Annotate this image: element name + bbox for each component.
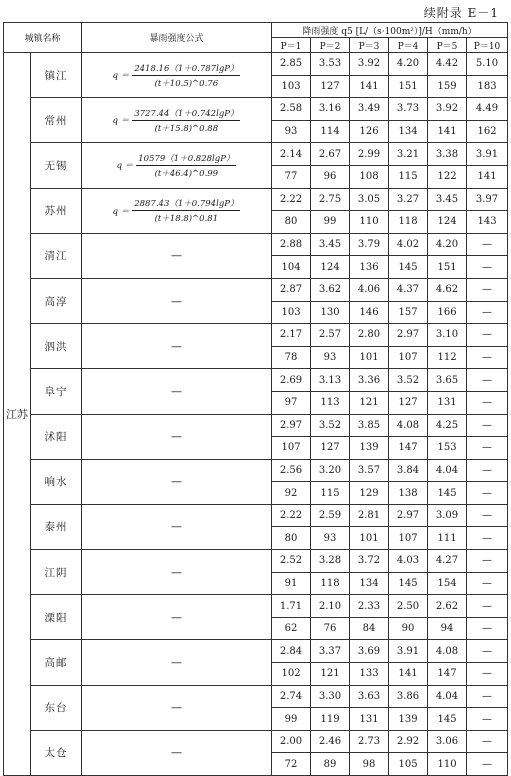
city-name: 太仓 [31,730,82,775]
h-value-cell: — [467,708,508,731]
storm-formula [113,197,241,224]
h-value-cell: 62 [272,617,311,640]
q-value-cell: 3.92 [428,98,467,121]
q-value-cell: 2.84 [272,640,311,663]
h-value-cell: — [467,527,508,550]
q-value-cell: — [467,459,508,482]
h-value-cell: 102 [272,663,311,686]
h-value-cell: 113 [311,391,350,414]
h-value-cell: 90 [389,617,428,640]
h-value-cell: 127 [389,391,428,414]
h-value-cell: 99 [311,211,350,234]
city-name: 阜宁 [31,369,82,414]
q-value-cell: 3.49 [350,98,389,121]
h-value-cell: 99 [272,708,311,731]
h-value-cell: 136 [350,256,389,279]
city-name: 常州 [31,98,82,143]
q-value-cell: 3.45 [311,233,350,256]
h-value-cell: — [467,346,508,369]
q-value-cell: 4.37 [389,278,428,301]
formula-fraction [132,107,240,134]
q-value-cell: 2.69 [272,369,311,392]
table-row [4,143,508,166]
q-value-cell: — [467,278,508,301]
formula-empty-dash: — [82,414,272,459]
table-row [4,53,508,76]
table-row [4,550,508,573]
h-value-cell: 110 [428,753,467,776]
h-value-cell: — [467,437,508,460]
q-value-cell: 3.72 [350,550,389,573]
q-value-cell: 3.85 [350,414,389,437]
h-value-cell: 145 [428,708,467,731]
formula-q-symbol: q ＝ [112,71,130,82]
q-value-cell: 4.20 [428,233,467,256]
q-value-cell: 2.56 [272,459,311,482]
q-value-cell: — [467,504,508,527]
h-value-cell: 141 [467,165,508,188]
city-name: 响水 [31,459,82,504]
q-value-cell: 2.22 [272,188,311,211]
q-value-cell: 2.73 [350,730,389,753]
table-row [4,98,508,121]
formula-empty-dash: — [82,324,272,369]
h-value-cell: 80 [272,211,311,234]
q-value-cell: 2.75 [311,188,350,211]
h-value-cell: 107 [272,437,311,460]
city-name: 东台 [31,685,82,730]
table-row [4,233,508,256]
h-value-cell: 77 [272,165,311,188]
table-row [4,324,508,347]
q-value-cell: 3.91 [389,640,428,663]
q-value-cell: 4.49 [467,98,508,121]
q-value-cell: 3.92 [350,53,389,76]
formula-denominator: (t＋46.4)^0.99 [154,168,219,179]
h-value-cell: 122 [428,165,467,188]
h-value-cell: 133 [350,663,389,686]
q-value-cell: 2.92 [389,730,428,753]
h-value-cell: 166 [428,301,467,324]
h-value-cell: 121 [311,663,350,686]
city-name: 无锡 [31,143,82,188]
header-period: P＝2 [311,38,350,53]
h-value-cell: 92 [272,482,311,505]
formula-empty-dash: — [82,685,272,730]
h-value-cell: 183 [467,75,508,98]
q-value-cell: 4.20 [389,53,428,76]
h-value-cell: 146 [350,301,389,324]
q-value-cell: 2.52 [272,550,311,573]
h-value-cell: 145 [428,482,467,505]
q-value-cell: 2.99 [350,143,389,166]
table-row [4,278,508,301]
city-name: 镇江 [31,53,82,98]
q-value-cell: 2.81 [350,504,389,527]
q-value-cell: 4.03 [389,550,428,573]
formula-q-symbol: q ＝ [112,206,130,217]
h-value-cell: 127 [311,437,350,460]
formula-cell [82,143,272,188]
q-value-cell: — [467,730,508,753]
q-value-cell: — [467,324,508,347]
h-value-cell: 162 [467,120,508,143]
h-value-cell: — [467,482,508,505]
formula-cell [82,53,272,98]
h-value-cell: 112 [428,346,467,369]
q-value-cell: 4.04 [428,685,467,708]
h-value-cell: 154 [428,572,467,595]
h-value-cell: 141 [428,120,467,143]
storm-formula [117,152,237,179]
h-value-cell: 91 [272,572,311,595]
h-value-cell: 94 [428,617,467,640]
table-row [4,730,508,753]
q-value-cell: 3.09 [428,504,467,527]
q-value-cell: 2.74 [272,685,311,708]
h-value-cell: 89 [311,753,350,776]
rainfall-intensity-table [3,22,508,776]
city-name: 溧阳 [31,595,82,640]
q-value-cell: 2.50 [389,595,428,618]
q-value-cell: 2.87 [272,278,311,301]
table-row [4,595,508,618]
q-value-cell: 3.13 [311,369,350,392]
q-value-cell: 2.85 [272,53,311,76]
h-value-cell: 107 [389,346,428,369]
formula-fraction [132,197,240,224]
province-label: 江苏 [4,53,31,776]
q-value-cell: 3.37 [311,640,350,663]
q-value-cell: 5.10 [467,53,508,76]
city-name: 泗洪 [31,324,82,369]
q-value-cell: 3.16 [311,98,350,121]
h-value-cell: 97 [272,391,311,414]
header-period: P＝4 [389,38,428,53]
city-name: 江阴 [31,550,82,595]
h-value-cell: 145 [389,572,428,595]
h-value-cell: 129 [350,482,389,505]
q-value-cell: 3.06 [428,730,467,753]
formula-numerator: 3727.44（1＋0.742lgP） [134,108,239,119]
table-body [4,53,508,776]
q-value-cell: 2.00 [272,730,311,753]
h-value-cell: 108 [350,165,389,188]
q-value-cell: 2.58 [272,98,311,121]
q-value-cell: 4.08 [428,640,467,663]
table-caption: 续附录 E－1 [423,6,499,20]
storm-formula [113,62,241,89]
table-row [4,369,508,392]
q-value-cell: 4.08 [389,414,428,437]
q-value-cell: 4.06 [350,278,389,301]
h-value-cell: 96 [311,165,350,188]
h-value-cell: 143 [467,211,508,234]
q-value-cell: 2.80 [350,324,389,347]
h-value-cell: 134 [350,572,389,595]
h-value-cell: 124 [428,211,467,234]
formula-empty-dash: — [82,459,272,504]
q-value-cell: 2.62 [428,595,467,618]
formula-cell [82,98,272,143]
q-value-cell: 3.73 [389,98,428,121]
h-value-cell: 141 [350,75,389,98]
h-value-cell: 104 [272,256,311,279]
h-value-cell: 127 [311,75,350,98]
header-period: P＝10 [467,38,508,53]
q-value-cell: 3.27 [389,188,428,211]
q-value-cell: 3.84 [389,459,428,482]
formula-denominator: (t＋18.8)^0.81 [154,214,219,225]
h-value-cell: 93 [272,120,311,143]
q-value-cell: 3.86 [389,685,428,708]
city-name: 苏州 [31,188,82,233]
formula-empty-dash: — [82,640,272,685]
q-value-cell: — [467,685,508,708]
header-period: P＝5 [428,38,467,53]
h-value-cell: — [467,617,508,640]
formula-empty-dash: — [82,595,272,640]
h-value-cell: 103 [272,75,311,98]
q-value-cell: 3.63 [350,685,389,708]
h-value-cell: 131 [350,708,389,731]
q-value-cell: 2.57 [311,324,350,347]
q-value-cell: 3.57 [350,459,389,482]
q-value-cell: 3.38 [428,143,467,166]
h-value-cell: 124 [311,256,350,279]
h-value-cell: 105 [389,753,428,776]
q-value-cell: 2.88 [272,233,311,256]
formula-q-symbol: q ＝ [116,161,134,172]
h-value-cell: 107 [389,527,428,550]
header-formula: 暴雨强度公式 [82,23,272,53]
table-row [4,640,508,663]
h-value-cell: 78 [272,346,311,369]
h-value-cell: 141 [389,663,428,686]
h-value-cell: 98 [350,753,389,776]
q-value-cell: 3.79 [350,233,389,256]
q-value-cell: 3.52 [311,414,350,437]
h-value-cell: 147 [428,663,467,686]
q-value-cell: — [467,369,508,392]
h-value-cell: — [467,301,508,324]
q-value-cell: 3.45 [428,188,467,211]
q-value-cell: — [467,233,508,256]
h-value-cell: 138 [389,482,428,505]
h-value-cell: 114 [311,120,350,143]
q-value-cell: 2.17 [272,324,311,347]
h-value-cell: 145 [389,256,428,279]
formula-cell [82,188,272,233]
formula-q-symbol: q ＝ [112,116,130,127]
q-value-cell: 4.27 [428,550,467,573]
table-row [4,459,508,482]
table-row [4,504,508,527]
h-value-cell: 157 [389,301,428,324]
h-value-cell: 139 [350,437,389,460]
h-value-cell: — [467,391,508,414]
q-value-cell: 3.30 [311,685,350,708]
q-value-cell: 2.22 [272,504,311,527]
q-value-cell: 2.10 [311,595,350,618]
q-value-cell: 2.33 [350,595,389,618]
h-value-cell: 134 [389,120,428,143]
h-value-cell: 159 [428,75,467,98]
header-town: 城镇名称 [4,23,82,53]
formula-empty-dash: — [82,278,272,323]
h-value-cell: 130 [311,301,350,324]
city-name: 沭阳 [31,414,82,459]
q-value-cell: 1.71 [272,595,311,618]
h-value-cell: 115 [311,482,350,505]
h-value-cell: 118 [389,211,428,234]
h-value-cell: 121 [350,391,389,414]
q-value-cell: 3.52 [389,369,428,392]
h-value-cell: 101 [350,346,389,369]
formula-empty-dash: — [82,550,272,595]
q-value-cell: 2.46 [311,730,350,753]
header-period: P＝3 [350,38,389,53]
h-value-cell: 118 [311,572,350,595]
q-value-cell: 3.21 [389,143,428,166]
q-value-cell: 3.05 [350,188,389,211]
q-value-cell: 3.36 [350,369,389,392]
q-value-cell: 2.67 [311,143,350,166]
h-value-cell: 139 [389,708,428,731]
q-value-cell: 2.14 [272,143,311,166]
h-value-cell: 119 [311,708,350,731]
header-period: P＝1 [272,38,311,53]
h-value-cell: 111 [428,527,467,550]
h-value-cell: 101 [350,527,389,550]
q-value-cell: 4.25 [428,414,467,437]
h-value-cell: 72 [272,753,311,776]
formula-denominator: (t＋10.5)^0.76 [154,78,219,89]
h-value-cell: 110 [350,211,389,234]
q-value-cell: 3.91 [467,143,508,166]
q-value-cell: 3.53 [311,53,350,76]
h-value-cell: 151 [428,256,467,279]
q-value-cell: — [467,414,508,437]
h-value-cell: 151 [389,75,428,98]
q-value-cell: — [467,550,508,573]
q-value-cell: 3.69 [350,640,389,663]
h-value-cell: 80 [272,527,311,550]
h-value-cell: — [467,753,508,776]
q-value-cell: 3.10 [428,324,467,347]
formula-empty-dash: — [82,233,272,278]
h-value-cell: 76 [311,617,350,640]
h-value-cell: — [467,256,508,279]
q-value-cell: 3.20 [311,459,350,482]
formula-numerator: 2418.16（1＋0.787lgP） [134,63,239,74]
h-value-cell: 103 [272,301,311,324]
q-value-cell: 2.59 [311,504,350,527]
h-value-cell: 126 [350,120,389,143]
header-intensity: 降雨强度 q5 [L/（s·100m²）]/H（mm/h） [272,23,508,38]
h-value-cell: 93 [311,346,350,369]
storm-formula [113,107,241,134]
q-value-cell: 3.65 [428,369,467,392]
formula-empty-dash: — [82,730,272,775]
h-value-cell: 147 [389,437,428,460]
q-value-cell: 4.02 [389,233,428,256]
h-value-cell: 153 [428,437,467,460]
table-row [4,685,508,708]
h-value-cell: 84 [350,617,389,640]
h-value-cell: 131 [428,391,467,414]
q-value-cell: 2.97 [389,324,428,347]
q-value-cell: — [467,640,508,663]
h-value-cell: — [467,663,508,686]
q-value-cell: 3.62 [311,278,350,301]
q-value-cell: 3.97 [467,188,508,211]
formula-numerator: 10579（1＋0.828lgP） [138,153,235,164]
formula-denominator: (t＋15.8)^0.88 [154,123,219,134]
table-row [4,414,508,437]
q-value-cell: 4.62 [428,278,467,301]
h-value-cell: — [467,572,508,595]
h-value-cell: 93 [311,527,350,550]
city-name: 高淳 [31,278,82,323]
q-value-cell: 2.97 [272,414,311,437]
formula-numerator: 2887.43（1＋0.794lgP） [134,199,239,210]
q-value-cell: 2.97 [389,504,428,527]
table-row [4,188,508,211]
q-value-cell: 4.04 [428,459,467,482]
h-value-cell: 115 [389,165,428,188]
q-value-cell: — [467,595,508,618]
formula-fraction [132,62,240,89]
formula-empty-dash: — [82,369,272,414]
q-value-cell: 4.42 [428,53,467,76]
formula-empty-dash: — [82,504,272,549]
city-name: 高邮 [31,640,82,685]
city-name: 泰州 [31,504,82,549]
formula-fraction [136,152,236,179]
city-name: 清江 [31,233,82,278]
q-value-cell: 3.28 [311,550,350,573]
